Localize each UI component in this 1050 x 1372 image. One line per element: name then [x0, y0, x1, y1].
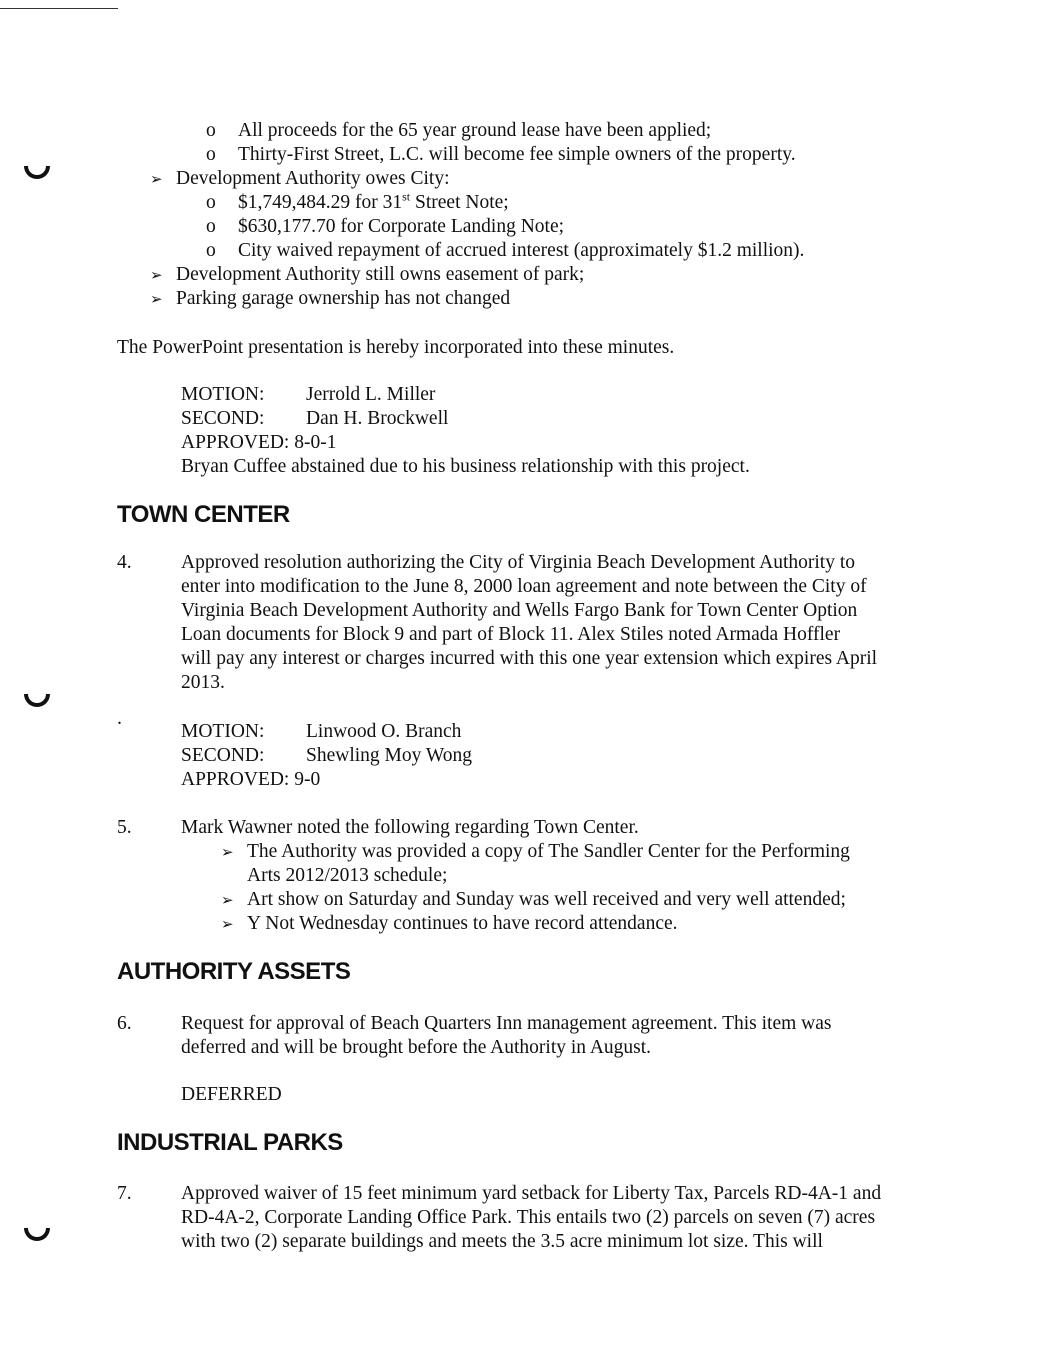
stray-dot: . [117, 707, 122, 729]
list-item: ➢ Development Authority owes City: [150, 168, 450, 189]
list-item: o Thirty-First Street, L.C. will become fee simple owners of the property. [206, 144, 796, 165]
item-7-text: Approved waiver of 15 feet minimum yard setback for Liberty Tax, Parcels RD-4A-1 and RD-4A-2, Corporate Landing Office Park. This entails two (2) parcels on seven (7) acres with two (2) separate buildings and meets the 3.5 acre minimum lot size. This will [181, 1183, 882, 1252]
motion-row: MOTION: Linwood O. Branch [181, 721, 462, 742]
list-item: o City waived repayment of accrued interest (approximately $1.2 million). [206, 240, 805, 261]
list-item: o $1,749,484.29 for 31st Street Note; [206, 189, 509, 213]
item-number-6: 6. [117, 1013, 132, 1034]
top-sub-list-1 [206, 119, 796, 167]
top-sub-list-2 [206, 191, 804, 263]
item-4-text: Approved resolution authorizing the City of Virginia Beach Development Authority to enter into modification to the June 8, 2000 loan agreement and note between the City of Virginia Beach Development Authority and Wells Fargo Bank for Town Center Option Loan documents for Block 9 and part of Block 11. Alex Stiles noted Armada Hoffler will pay any interest or charges incurred with this one year extension which expires April 2013. [181, 552, 878, 693]
presentation-note: The PowerPoint presentation is hereby incorporated into these minutes. [117, 337, 675, 358]
section-heading-industrial-parks: INDUSTRIAL PARKS [117, 1129, 343, 1156]
item-number-4: 4. [117, 552, 132, 573]
approved-row: APPROVED: 8-0-1 [181, 432, 337, 453]
list-item: ➢ Parking garage ownership has not changed [150, 288, 511, 309]
item-number-7: 7. [117, 1183, 132, 1204]
item-5-text: Mark Wawner noted the following regarding Town Center. [181, 817, 639, 838]
check-mark-3 [24, 1228, 50, 1241]
list-item: o All proceeds for the 65 year ground lease have been applied; [206, 120, 712, 141]
top-bullet-1 [150, 167, 450, 191]
abstain-note: Bryan Cuffee abstained due to his business relationship with this project. [181, 456, 750, 477]
list-item: ➢ The Authority was provided a copy of The Sandler Center for the Performing [221, 841, 850, 862]
second-row: SECOND: Shewling Moy Wong [181, 745, 472, 766]
top-bullet-2 [150, 263, 584, 311]
list-item: ➢ Development Authority still owns easement of park; [150, 264, 585, 285]
item-6-text: Request for approval of Beach Quarters Inn management agreement. This item was deferred and will be brought before the Authority in August. [181, 1013, 832, 1058]
item-5-bullets [221, 840, 850, 936]
list-item: ➢ Art show on Saturday and Sunday was well received and very well attended; [221, 889, 846, 910]
motion-row: MOTION: Jerrold L. Miller [181, 384, 436, 405]
check-mark-1 [24, 166, 50, 179]
list-item-continuation: Arts 2012/2013 schedule; [247, 865, 448, 886]
check-mark-2 [24, 694, 50, 707]
second-row: SECOND: Dan H. Brockwell [181, 408, 449, 429]
list-item: o $630,177.70 for Corporate Landing Note; [206, 216, 565, 237]
motion-block-1 [181, 383, 750, 479]
status-deferred: DEFERRED [181, 1084, 282, 1105]
section-heading-authority-assets: AUTHORITY ASSETS [117, 958, 351, 985]
item-number-5: 5. [117, 817, 132, 838]
motion-block-2 [181, 720, 472, 792]
list-item: ➢ Y Not Wednesday continues to have record attendance. [221, 913, 678, 934]
section-heading-town-center: TOWN CENTER [117, 501, 290, 528]
top-rule [0, 8, 118, 9]
approved-row: APPROVED: 9-0 [181, 769, 321, 790]
